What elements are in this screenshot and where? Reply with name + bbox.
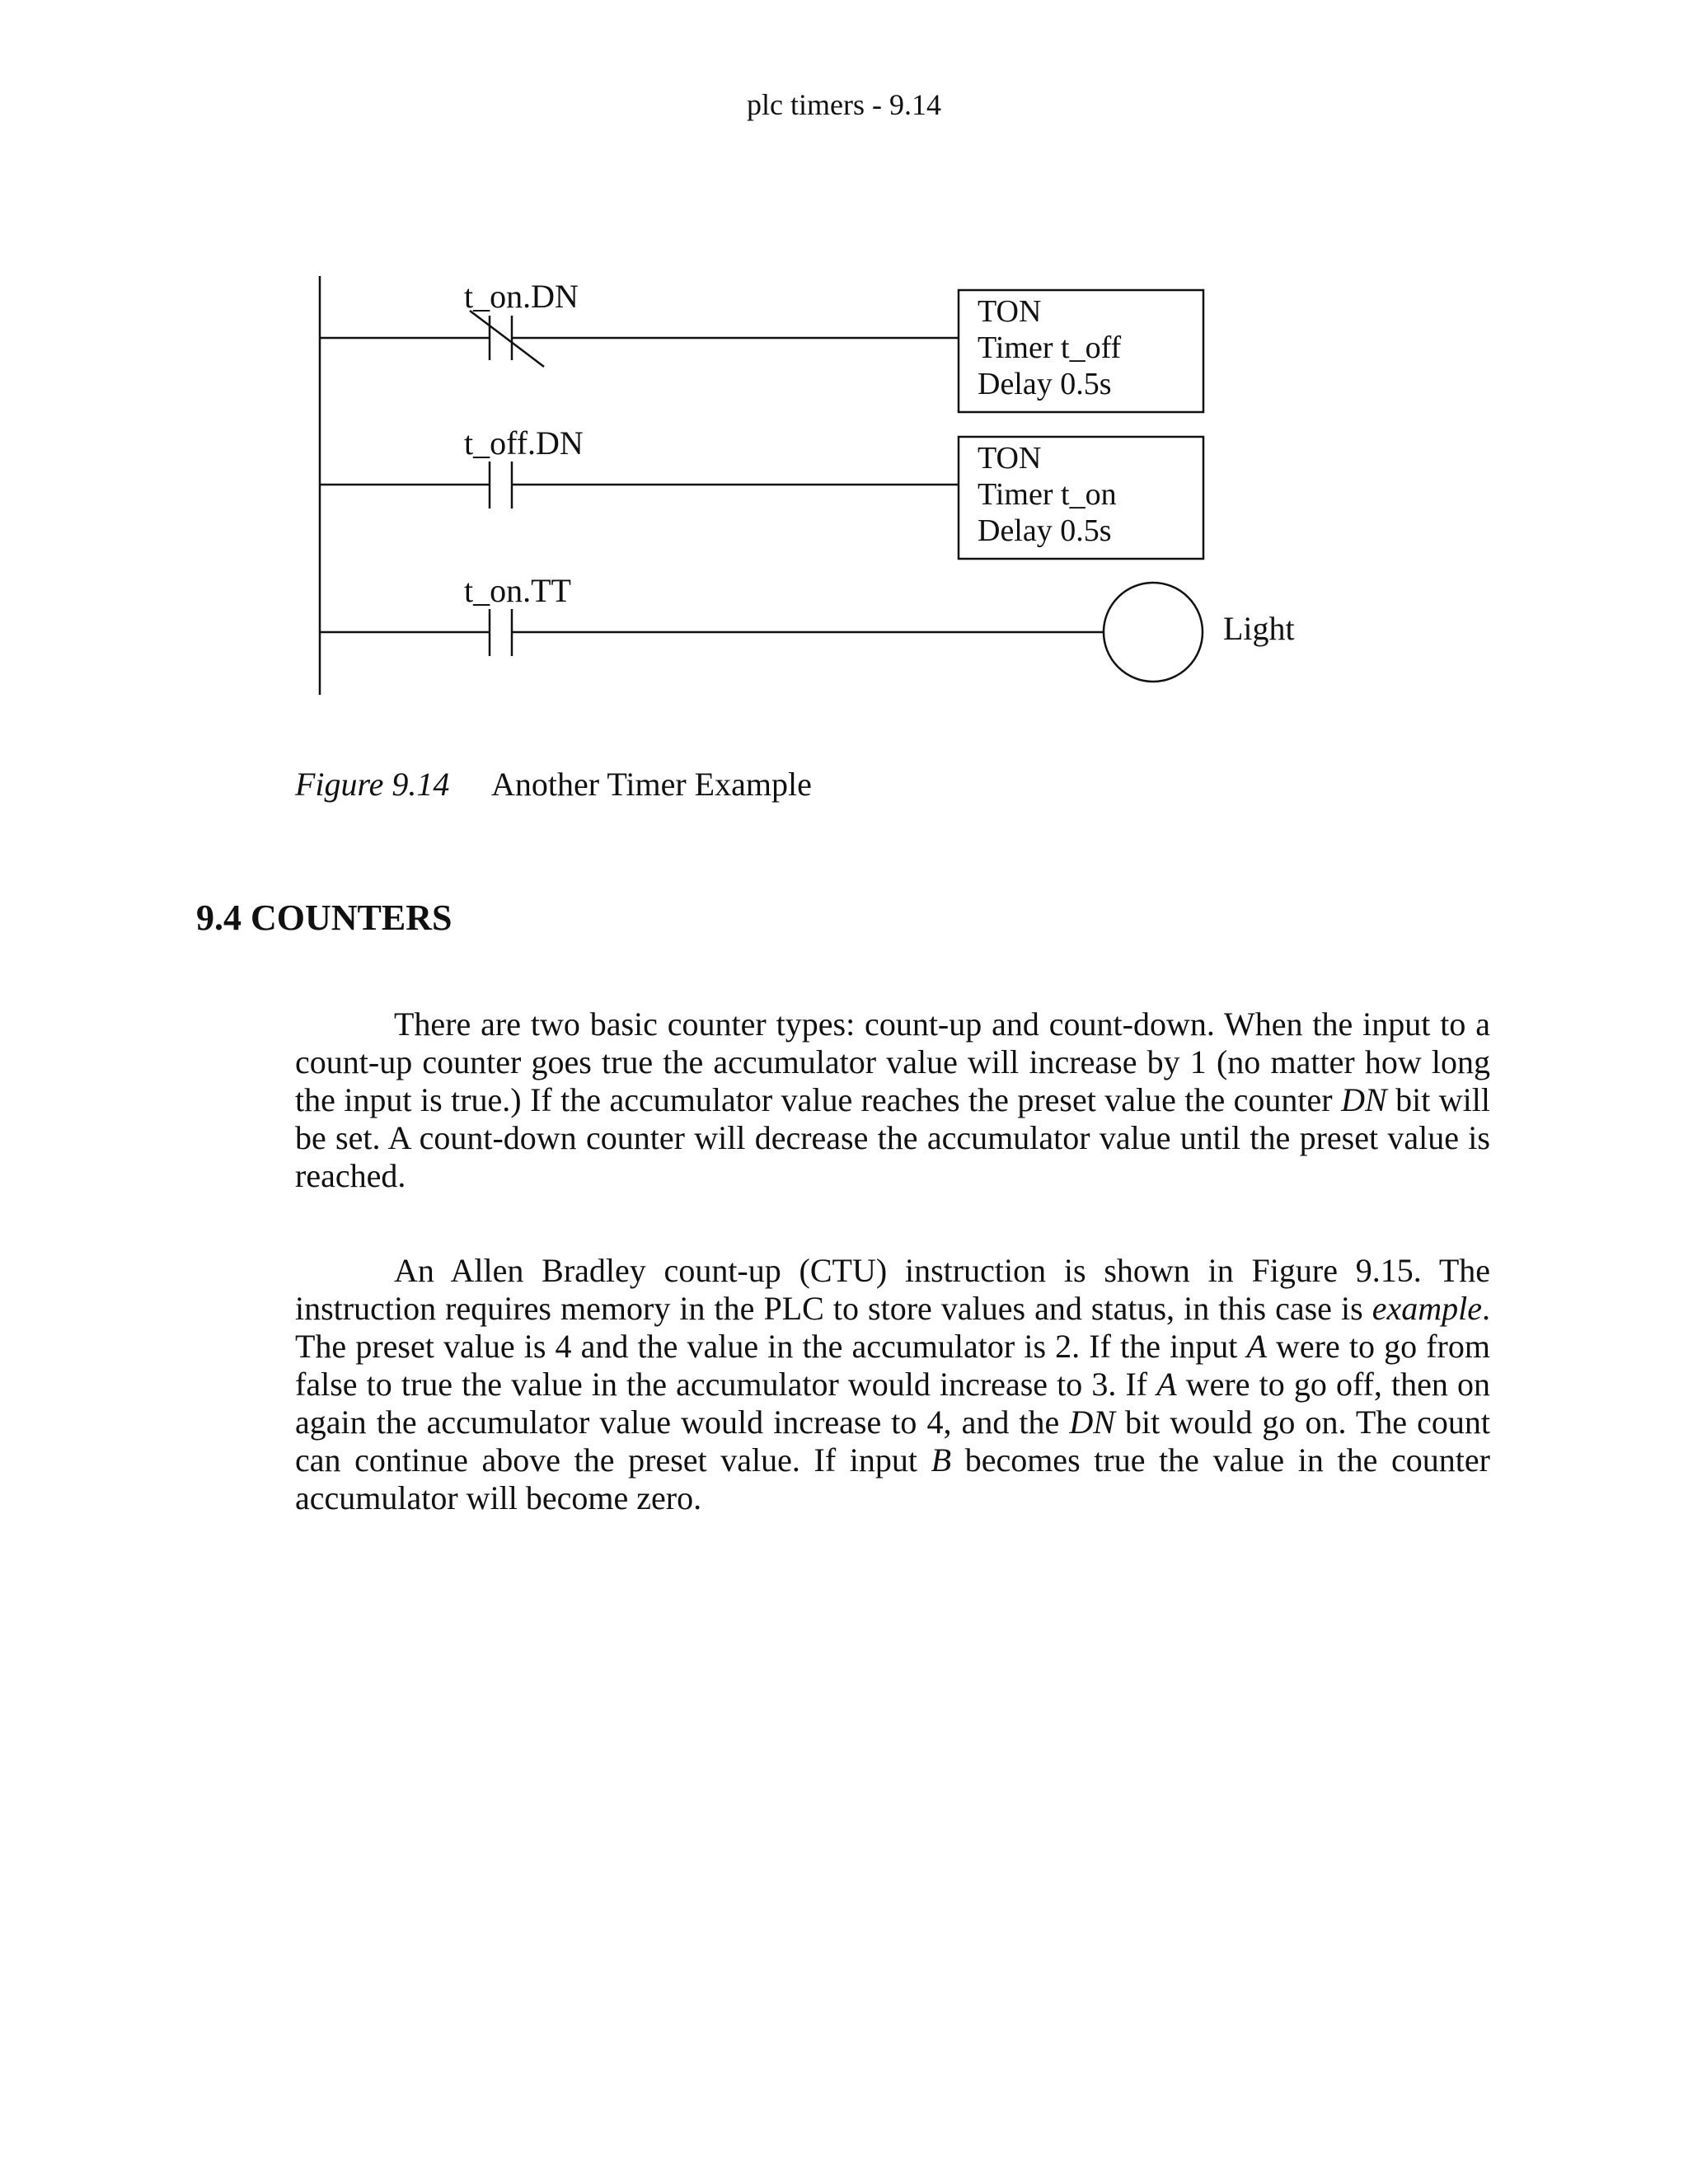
timer-1-type: TON — [978, 294, 1042, 329]
paragraph-2-text: were to go off, then on again the accumulator value would increase to 4, and the — [295, 1366, 1490, 1441]
paragraph-2-emphasis: A — [1246, 1328, 1267, 1365]
timer-2-name: Timer t_on — [978, 477, 1117, 512]
paragraph-2-emphasis: B — [931, 1441, 952, 1479]
contact-3-label: t_on.TT — [464, 572, 571, 609]
paragraph-2-emphasis: DN — [1069, 1404, 1115, 1441]
paragraph-2-text: An Allen Bradley count-up (CTU) instruction is shown in Figure 9.15. The instruction requires memory in the PLC to store values and status, in this case is — [295, 1252, 1490, 1327]
paragraph-2-text: . The preset value is 4 and the value in the accumulator is 2. If the input — [295, 1290, 1490, 1365]
contact-2-label: t_off.DN — [464, 424, 584, 462]
ladder-diagram — [0, 0, 1688, 742]
paragraph-2-emphasis: example — [1372, 1290, 1482, 1327]
paragraph-counter-types — [295, 1005, 1490, 1195]
paragraph-1-emphasis: DN — [1341, 1081, 1387, 1118]
paragraph-2-emphasis: A — [1156, 1366, 1177, 1403]
timer-2-type: TON — [978, 441, 1042, 476]
paragraph-2-text: becomes true the value in the counter accumulator will become zero. — [295, 1441, 1490, 1516]
timer-1-name: Timer t_off — [978, 330, 1122, 365]
paragraph-ctu-instruction — [295, 1252, 1490, 1517]
paragraph-2-text: bit would go on. The count can continue above the preset value. If input — [295, 1404, 1490, 1479]
paragraph-1-text: bit will be set. A count-down counter will decrease the accumulator value until the preset value is reached. — [295, 1081, 1491, 1194]
paragraph-2-text: were to go from false to true the value in the accumulator would increase to 3. If — [295, 1328, 1490, 1403]
figure-caption-number: Figure 9.14 — [295, 766, 450, 803]
timer-1-delay: Delay 0.5s — [978, 367, 1112, 401]
rung-3 — [320, 583, 1203, 682]
light-coil-label: Light — [1223, 610, 1295, 648]
section-heading: 9.4 COUNTERS — [196, 898, 452, 938]
figure-caption-title: Another Timer Example — [491, 766, 812, 803]
contact-1-label: t_on.DN — [464, 278, 579, 315]
timer-2-delay: Delay 0.5s — [978, 513, 1112, 548]
running-header: plc timers - 9.14 — [747, 88, 941, 121]
light-coil — [1104, 583, 1203, 682]
paragraph-1-text: There are two basic counter types: count-up and count-down. When the input to a count-up counter goes true the accumulator value will increase by 1 (no matter how long the input is true.) If the accumulator value reaches the preset value the counter — [295, 1005, 1490, 1118]
figure-caption — [295, 765, 812, 804]
